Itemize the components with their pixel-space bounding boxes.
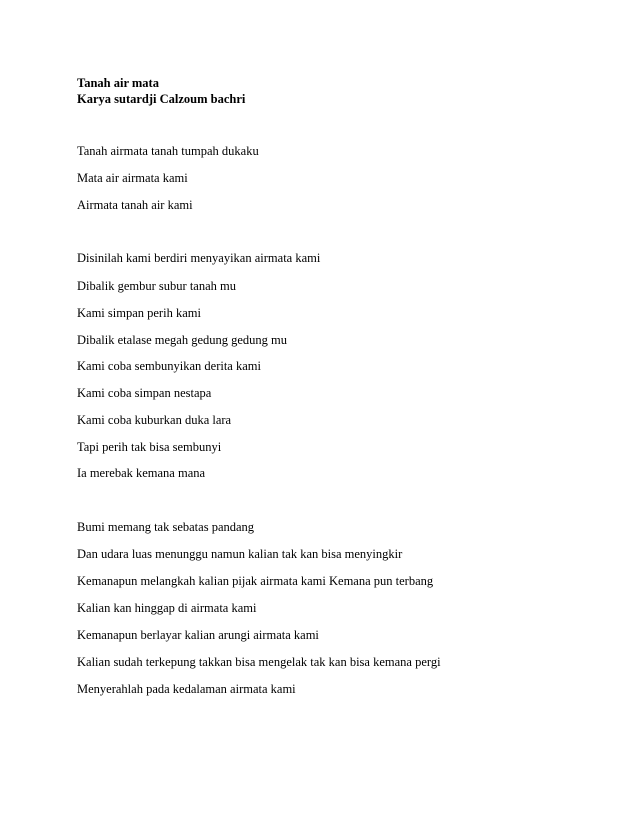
poem-line: Airmata tanah air kami xyxy=(77,198,193,212)
poem-line: Menyerahlah pada kedalaman airmata kami xyxy=(77,682,296,696)
poem-title: Tanah air mata xyxy=(77,76,159,90)
poem-line: Kemanapun melangkah kalian pijak airmata kami Kemana pun terbang xyxy=(77,574,434,588)
poem-line: Tapi perih tak bisa sembunyi xyxy=(77,440,222,454)
poem-line: Mata air airmata kami xyxy=(77,171,188,185)
poem-author: Karya sutardji Calzoum bachri xyxy=(77,92,246,106)
poem-header xyxy=(77,75,245,107)
poem-line: Kami coba kuburkan duka lara xyxy=(77,413,232,427)
poem-line: Bumi memang tak sebatas pandang xyxy=(77,520,255,534)
poem-line: Dibalik gembur subur tanah mu xyxy=(77,279,236,293)
poem-line: Kami coba sembunyikan derita kami xyxy=(77,359,261,373)
poem-line: Kalian kan hinggap di airmata kami xyxy=(77,601,257,615)
poem-line: Kami coba simpan nestapa xyxy=(77,386,212,400)
poem-line: Kalian sudah terkepung takkan bisa mengelak tak kan bisa kemana pergi xyxy=(77,655,441,669)
poem-line: Tanah airmata tanah tumpah dukaku xyxy=(77,144,259,158)
poem-line: Kami simpan perih kami xyxy=(77,306,201,320)
poem-line: Disinilah kami berdiri menyayikan airmata kami xyxy=(77,251,321,265)
poem-line: Kemanapun berlayar kalian arungi airmata kami xyxy=(77,628,319,642)
poem-line: Ia merebak kemana mana xyxy=(77,466,206,480)
poem-line: Dan udara luas menunggu namun kalian tak kan bisa menyingkir xyxy=(77,547,403,561)
poem-line: Dibalik etalase megah gedung gedung mu xyxy=(77,333,288,347)
